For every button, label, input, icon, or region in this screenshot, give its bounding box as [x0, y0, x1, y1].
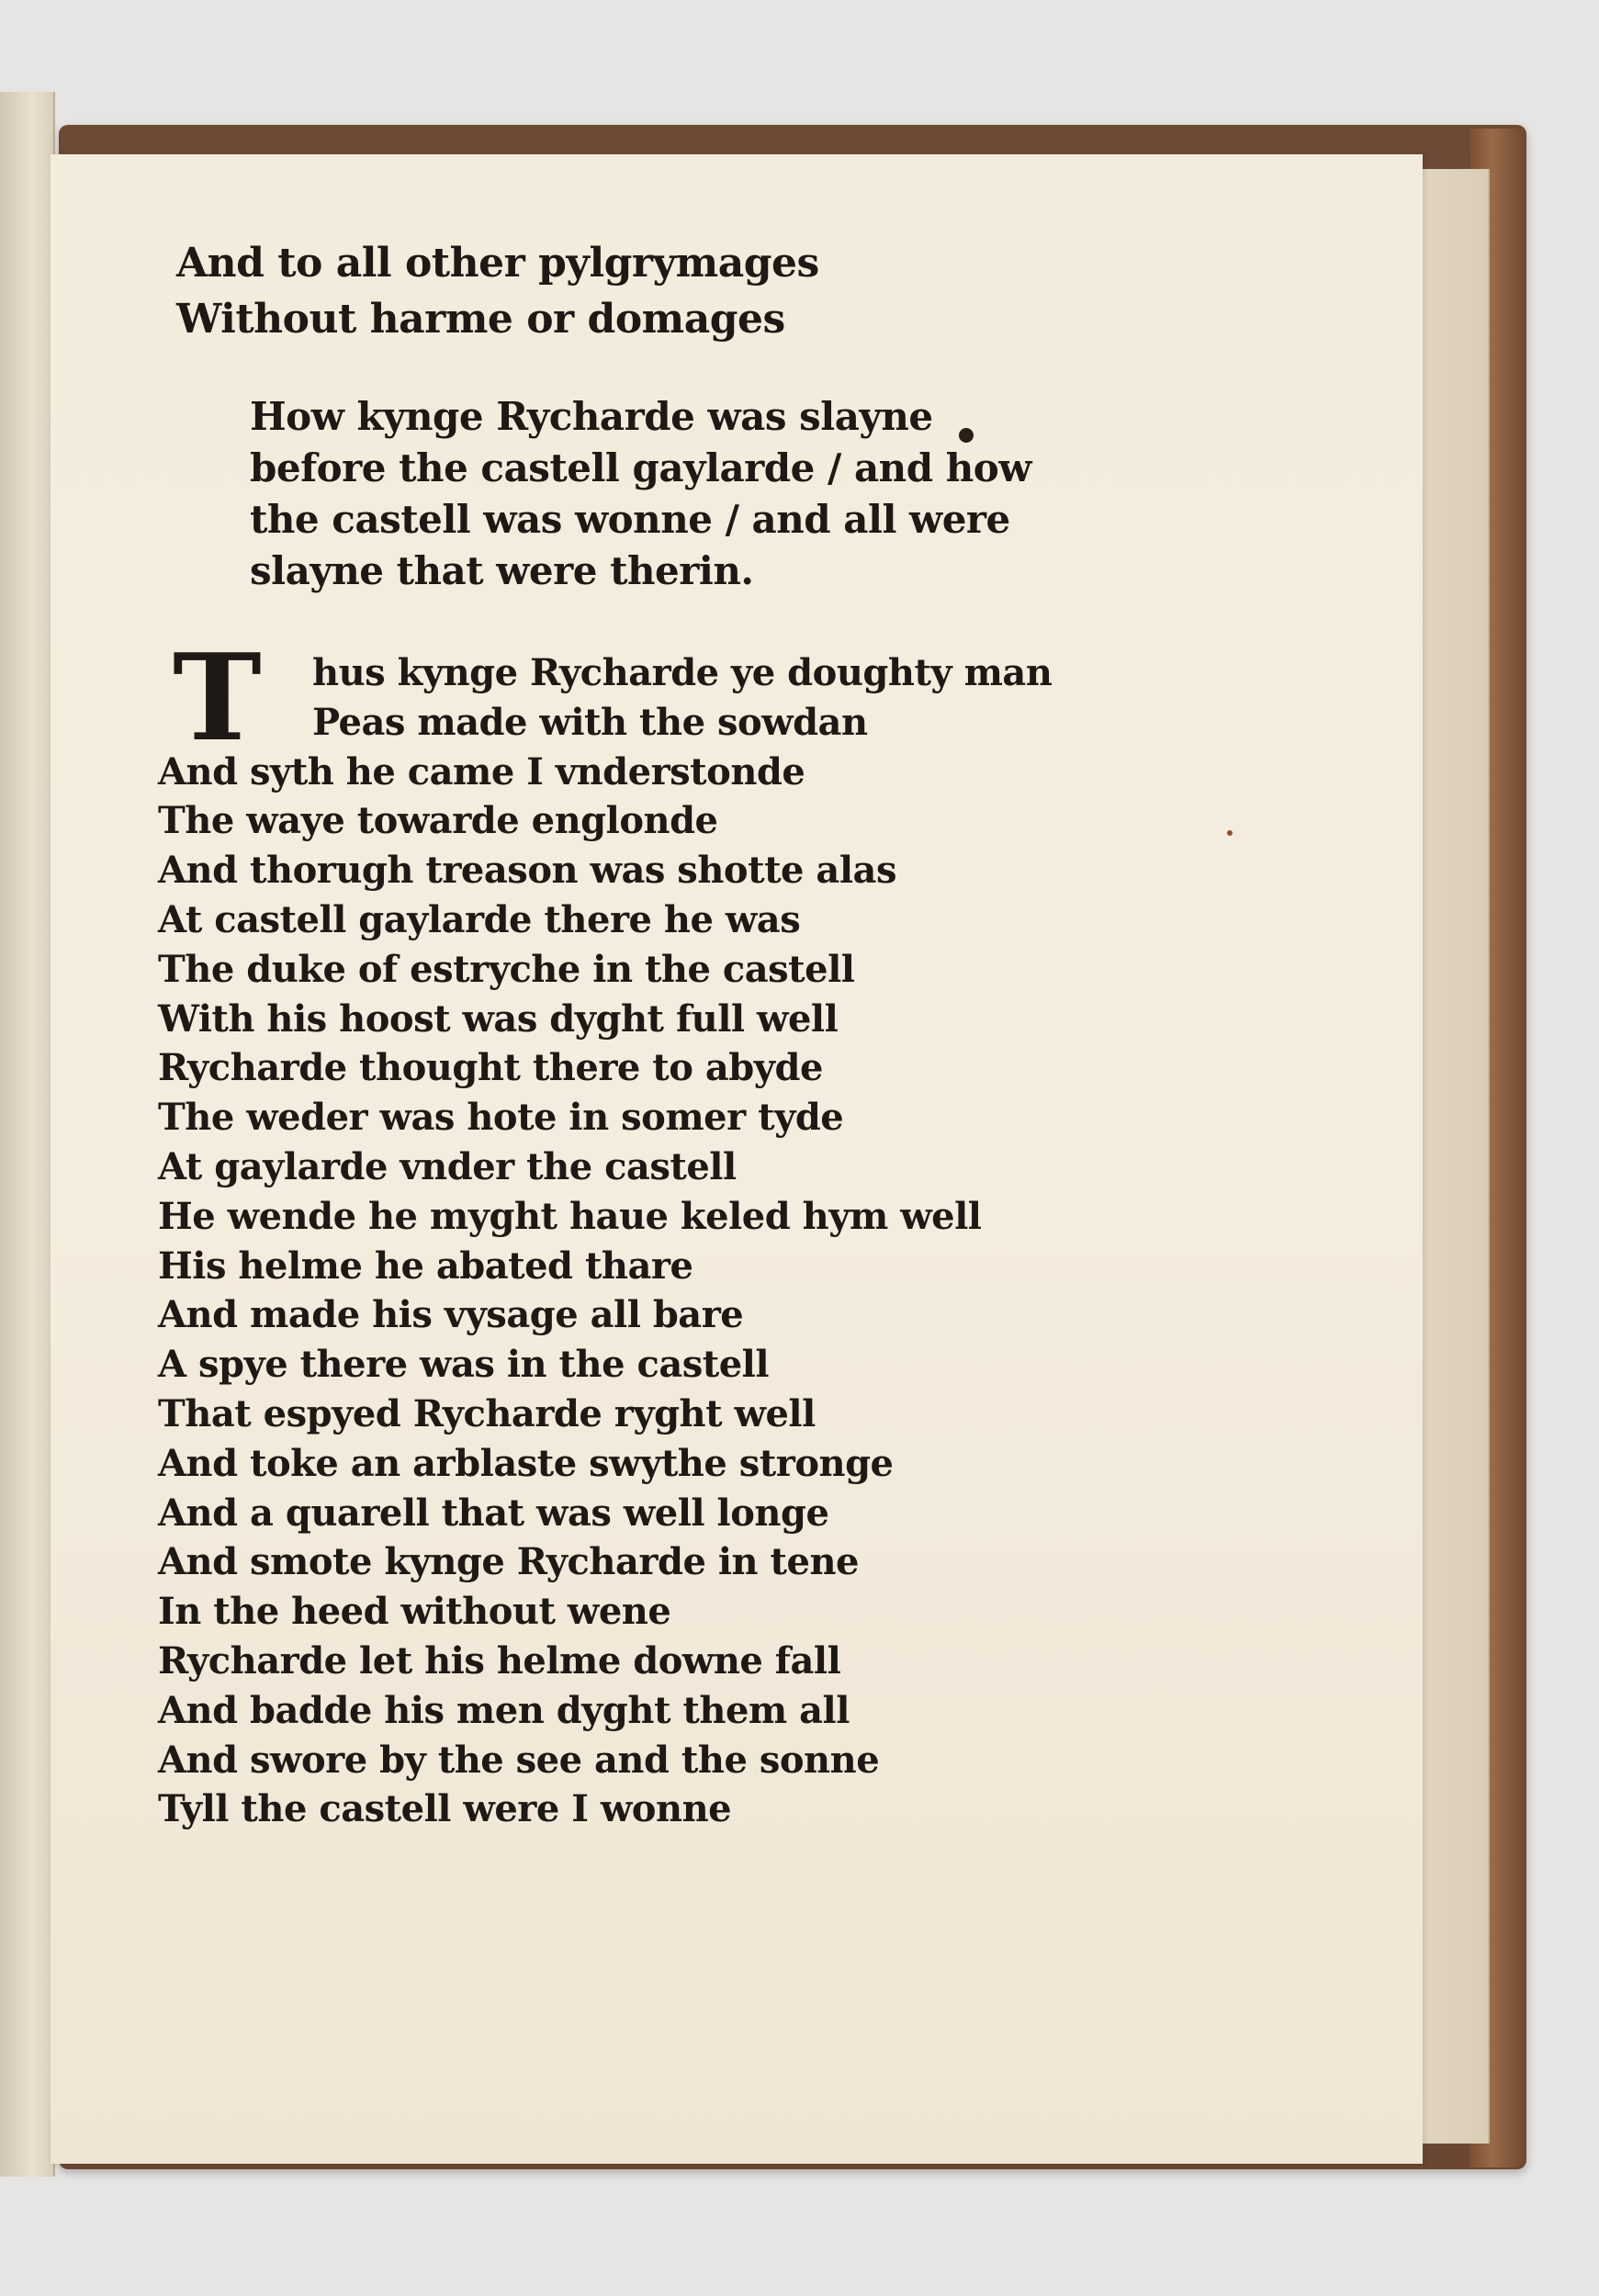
verse-line: And syth he came I vnderstonde — [158, 749, 805, 793]
verse-line: And swore by the see and the sonne — [158, 1738, 880, 1782]
heading-line: How kynge Rycharde was slayne — [250, 394, 933, 439]
verse-line: And made his vysage all bare — [158, 1293, 744, 1337]
left-page-showthrough — [6, 147, 46, 1984]
chapter-heading — [250, 391, 1031, 597]
verse-line: He wende he myght haue keled hym well — [158, 1194, 982, 1238]
text-line: And to all other pylgrymages — [176, 240, 819, 287]
heading-line: slayne that were therin. — [250, 548, 754, 593]
verse-line: At castell gaylarde there he was — [158, 897, 801, 941]
verse-line: hus kynge Rycharde ye doughty man — [312, 651, 1053, 694]
verse-line: That espyed Rycharde ryght well — [158, 1391, 816, 1435]
verse-line: The duke of estryche in the castell — [158, 947, 855, 991]
verse-line: And thorugh treason was shotte alas — [158, 849, 896, 893]
paper-blemish — [1227, 830, 1233, 836]
verse-line: And smote kynge Rycharde in tene — [158, 1540, 859, 1584]
verse-line: His helme he abated thare — [158, 1244, 693, 1288]
verse-line: A spye there was in the castell — [158, 1343, 770, 1387]
text-line: Without harme or domages — [176, 296, 785, 343]
top-lines — [176, 235, 819, 347]
heading-line: the castell was wonne / and all were — [250, 497, 1010, 542]
verse-line: And badde his men dyght them all — [158, 1688, 850, 1732]
verse-line: Peas made with the sowdan — [312, 700, 868, 744]
verse-line: Rycharde let his helme downe fall — [158, 1638, 841, 1683]
verse-block — [158, 648, 1052, 1834]
drop-cap: T — [173, 627, 262, 768]
verse-line: The waye towarde englonde — [158, 799, 718, 843]
verse-line: With his hoost was dyght full well — [158, 996, 839, 1041]
verse-line: And a quarell that was well longe — [158, 1491, 829, 1535]
verse-line: In the heed without wene — [158, 1590, 671, 1634]
ink-spot — [959, 428, 974, 443]
verse-line: And toke an arblaste swythe stronge — [158, 1441, 894, 1485]
heading-line: before the castell gaylarde / and how — [250, 445, 1031, 490]
verse-line: Tyll the castell were I wonne — [158, 1787, 732, 1831]
left-page-edge — [0, 92, 55, 2177]
verse-line: The weder was hote in somer tyde — [158, 1096, 844, 1140]
verse-line: Rycharde thought there to abyde — [158, 1046, 823, 1090]
verse-line: At gaylarde vnder the castell — [158, 1144, 737, 1188]
